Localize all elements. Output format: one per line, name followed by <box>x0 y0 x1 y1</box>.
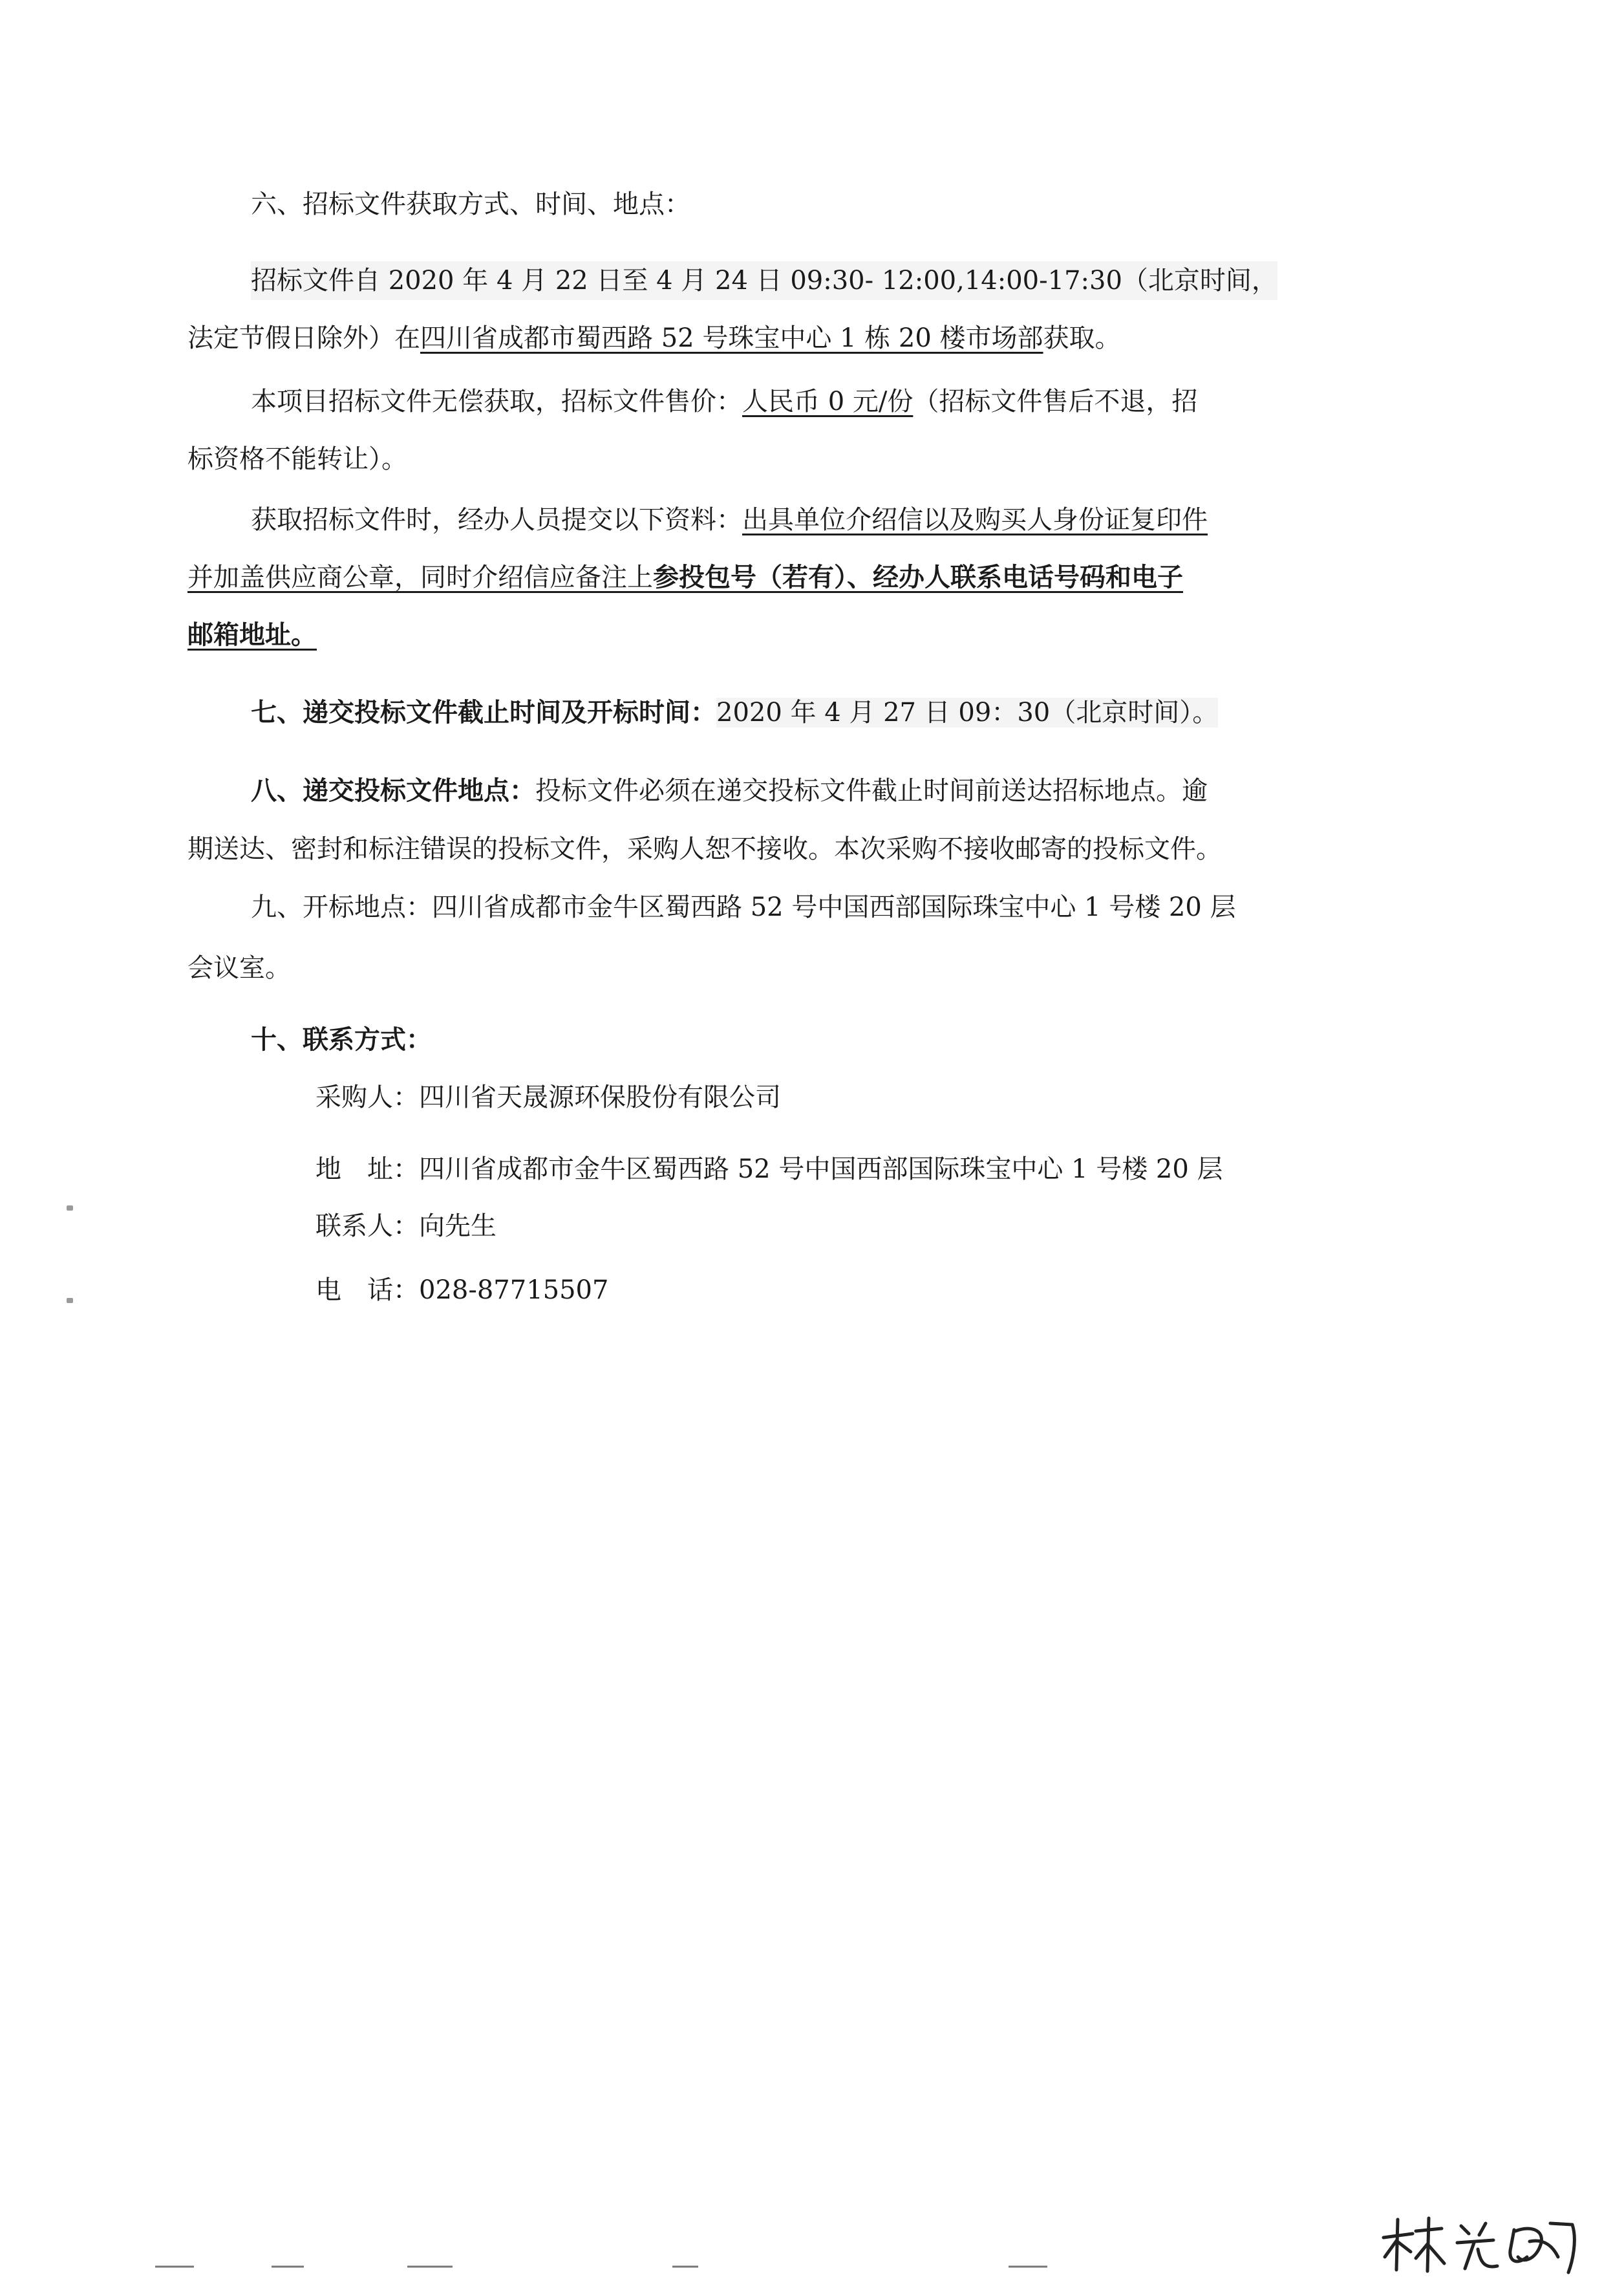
section-6-para2-line2: 标资格不能转让）。 <box>187 444 407 474</box>
section-8-line1 <box>251 772 1208 810</box>
section-8-heading: 八、递交投标文件地点： <box>251 775 535 806</box>
contact-address: 地 址：四川省成都市金牛区蜀西路 52 号中国西部国际珠宝中心 1 号楼 20 层 <box>315 1154 1223 1184</box>
scan-mark <box>67 1298 73 1303</box>
contact-purchaser: 采购人：四川省天晟源环保股份有限公司 <box>315 1083 781 1112</box>
text-prefix: 法定节假日除外）在 <box>187 323 420 353</box>
section-10-heading: 十、联系方式： <box>251 1024 432 1055</box>
section-7-line <box>251 693 1218 732</box>
bid-deadline: 2020 年 4 月 27 日 09：30（北京时间）。 <box>716 698 1219 728</box>
scan-mark <box>67 1205 73 1211</box>
handwritten-signature <box>1377 2212 1584 2276</box>
section-9-line2: 会议室。 <box>187 953 291 983</box>
scan-edge-marks <box>155 2265 1060 2269</box>
section-8-line2: 期送达、密封和标注错误的投标文件，采购人恕不接收。本次采购不接收邮寄的投标文件。 <box>187 834 1222 864</box>
contact-person: 联系人：向先生 <box>315 1211 497 1241</box>
text-plain: 并加盖供应商公章，同时介绍信应备注上 <box>187 563 653 592</box>
section-6-para1-line1: 招标文件自 2020 年 4 月 22 日至 4 月 24 日 09:30- 12:00,14:00-17:30（北京时间， <box>251 261 1277 300</box>
section-8-text: 投标文件必须在递交投标文件截止时间前送达招标地点。逾 <box>535 776 1208 806</box>
section-6-para3-line3: 邮箱地址。 <box>187 620 317 650</box>
text-suffix: （招标文件售后不退，招 <box>913 387 1198 416</box>
document-price: 人民币 0 元/份 <box>742 387 914 416</box>
contact-phone: 电 话：028-87715507 <box>315 1275 609 1305</box>
section-9-line1: 九、开标地点：四川省成都市金牛区蜀西路 52 号中国西部国际珠宝中心 1 号楼 20 层 <box>251 892 1236 922</box>
pickup-address: 四川省成都市蜀西路 52 号珠宝中心 1 栋 20 楼市场部 <box>420 323 1043 353</box>
section-6-para3-line2 <box>187 558 1183 597</box>
required-documents: 出具单位介绍信以及购买人身份证复印件 <box>742 505 1208 535</box>
text-suffix: 获取。 <box>1043 323 1121 353</box>
text-bold: 参投包号（若有）、经办人联系电话号码和电子 <box>653 562 1183 592</box>
section-6-heading: 六、招标文件获取方式、时间、地点： <box>251 189 690 219</box>
section-7-heading: 七、递交投标文件截止时间及开标时间： <box>251 697 716 728</box>
section-6-para1-line2 <box>187 319 1121 358</box>
section-6-para2-line1 <box>251 382 1197 421</box>
text-prefix: 获取招标文件时，经办人员提交以下资料： <box>251 505 742 535</box>
section-6-para3-line1 <box>251 501 1208 539</box>
text-prefix: 本项目招标文件无偿获取，招标文件售价： <box>251 387 742 416</box>
